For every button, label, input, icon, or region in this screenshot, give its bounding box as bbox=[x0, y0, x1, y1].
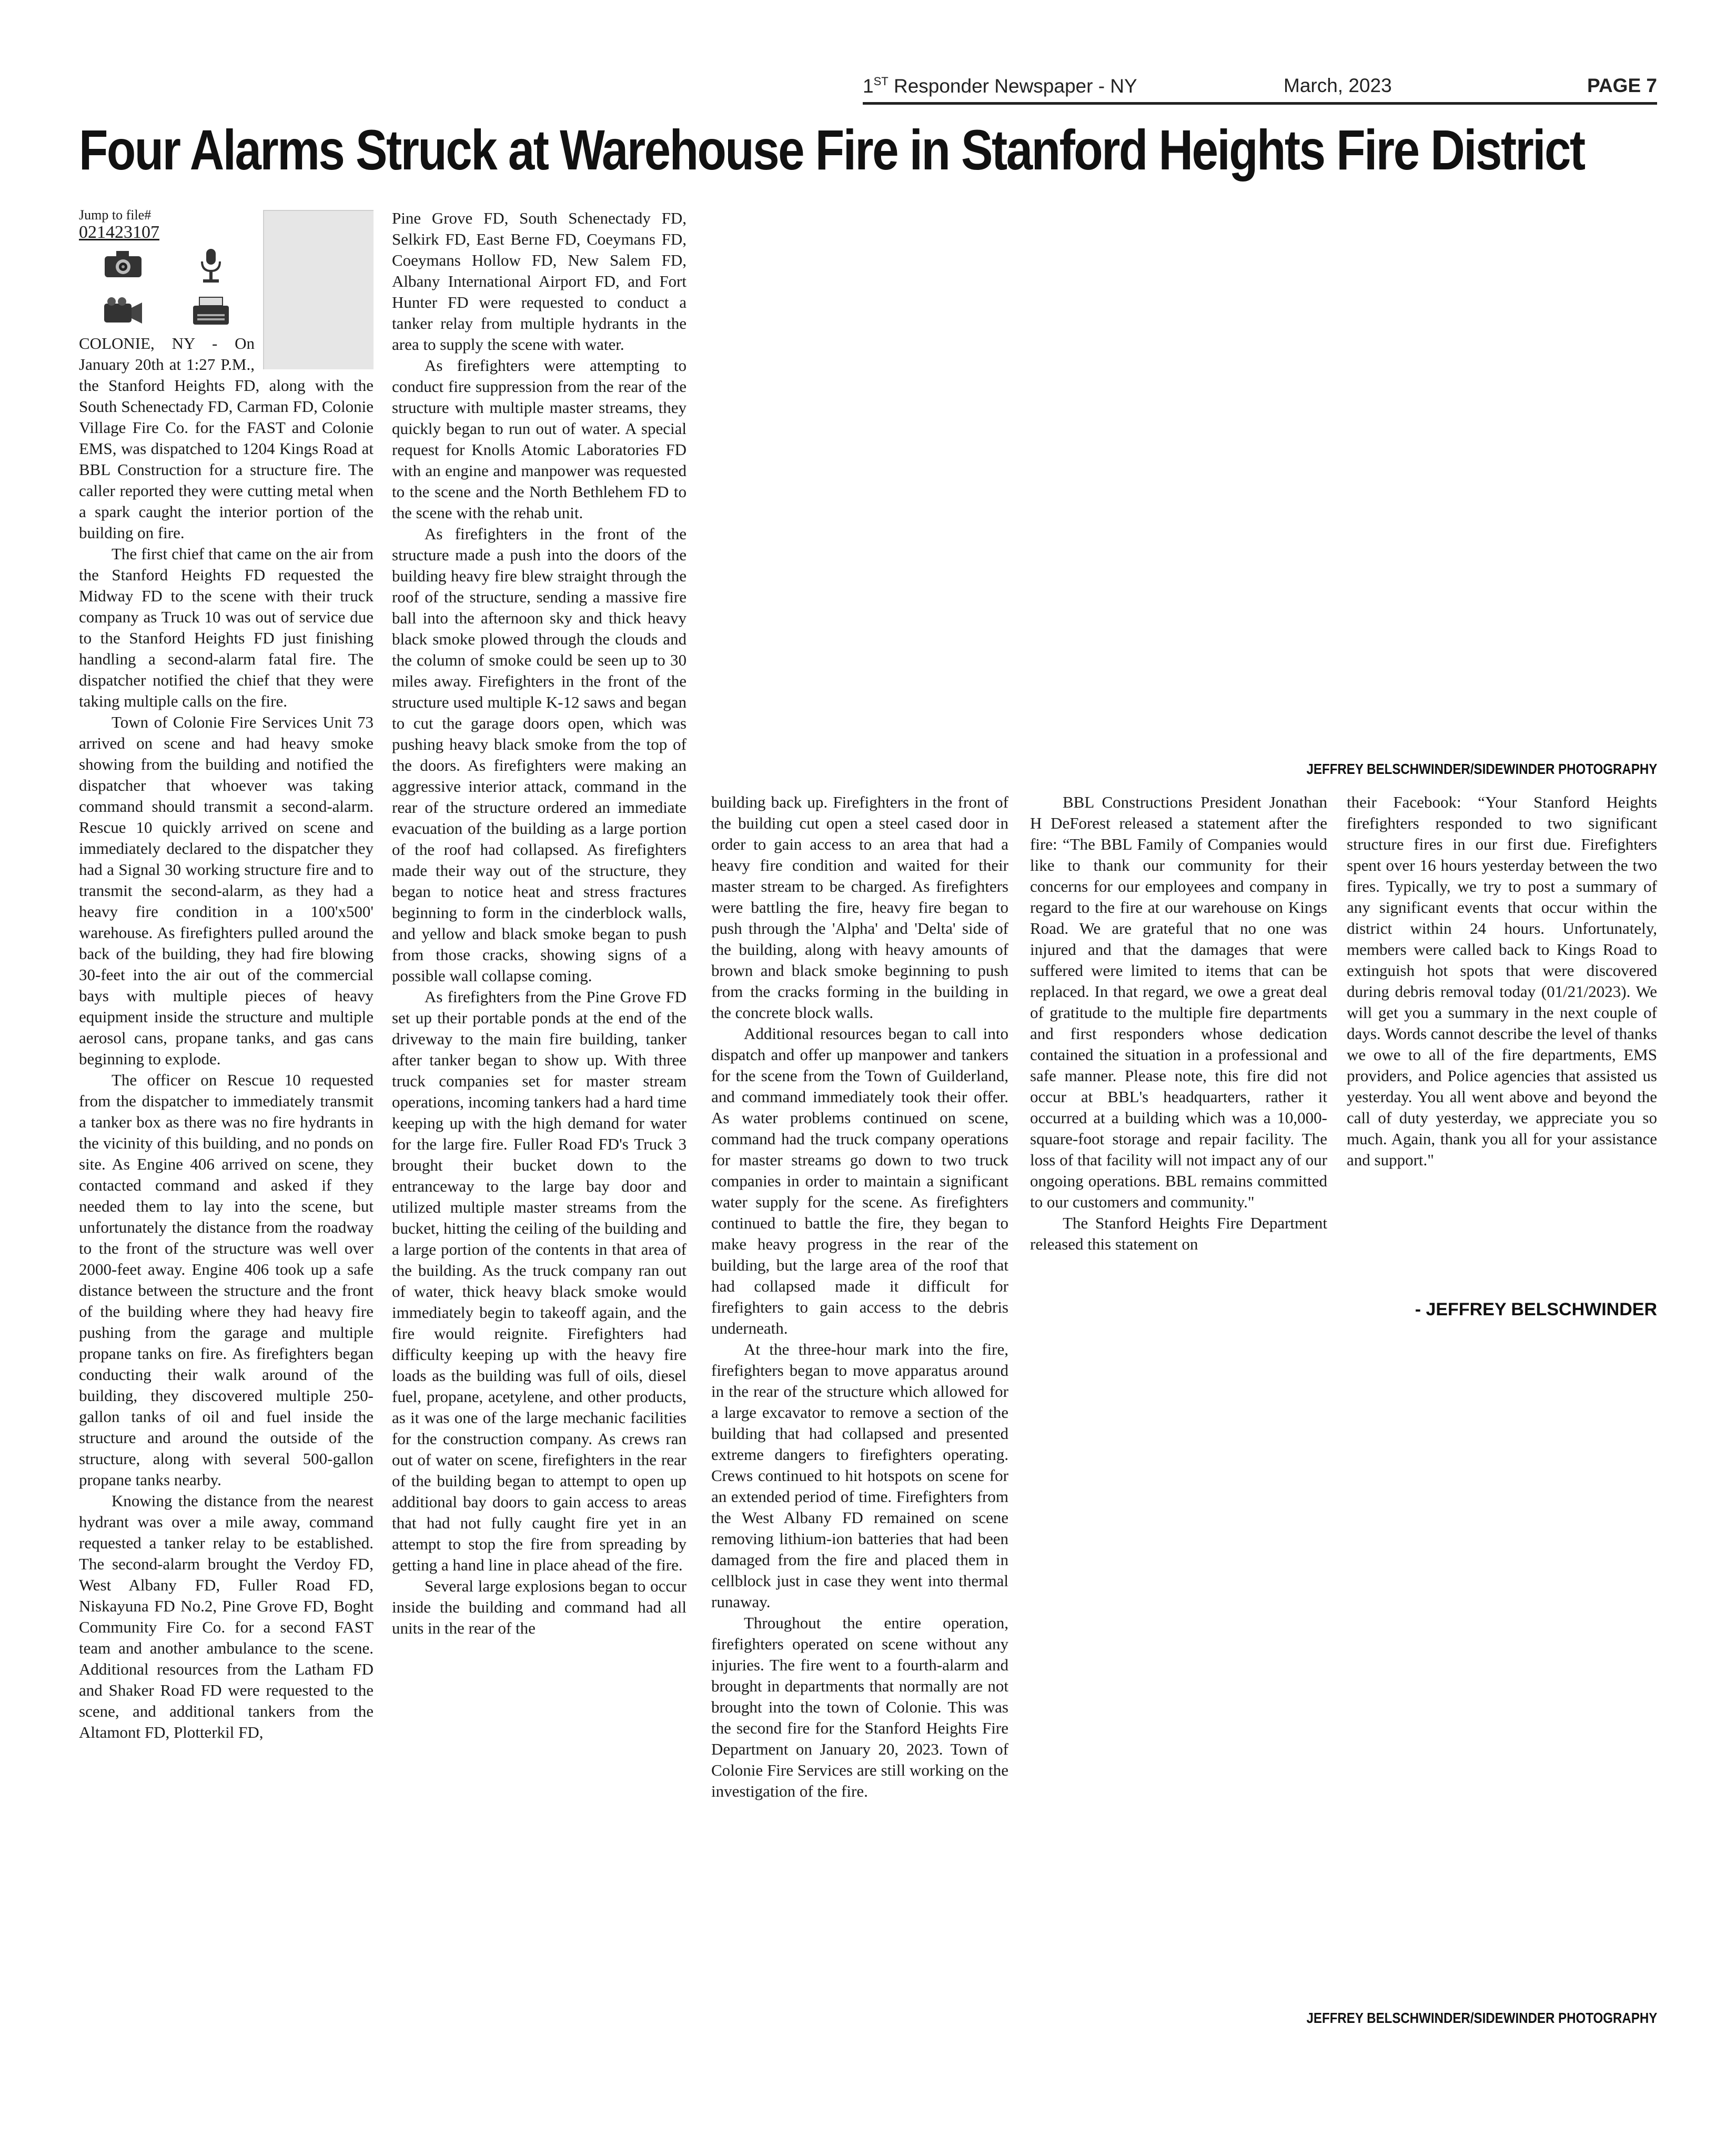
article-column-4 bbox=[1030, 792, 1327, 1371]
typewriter-icon bbox=[190, 296, 232, 333]
jump-to-file-box[interactable] bbox=[263, 210, 374, 369]
paragraph: As firefighters in the front of the structure made a push into the doors of the building heavy fire blew straight through the roof of the structure, sending a massive fire ball into the afternoon sky and thick heavy black smoke plowed through the clouds and the column of smoke could be seen up to 30 miles away. Firefighters in the front of the structure used multiple K-12 saws and began to cut the garage doors open, which was pushing heavy black smoke from the top of the doors. As firefighters were making an aggressive interior attack, command in the rear of the structure ordered an immediate evacuation of the building as a large portion of the roof had collapsed. As firefighters made their way out of the structure, they began to notice heat and stress fractures beginning to form in the cinderblock walls, and yellow and black smoke began to push from those cracks, showing signs of a possible wall collapse coming. bbox=[392, 525, 687, 985]
paragraph: The Stanford Heights Fire Department released this statement on bbox=[1030, 1214, 1327, 1253]
paragraph: Additional resources began to call into dispatch and offer up manpower and tankers for the scene from the Town of Guilderland, and command immediately took their offer. As water problems continued on scene, command had the truck company operations for master streams go down to two truck companies in order to maintain a significant water supply for the scene. As firefighters continued to battle the fire, they began to make heavy progress in the rear of the building, but the large area of the roof that had collapsed made it difficult for firefighters to gain access to the debris underneath. bbox=[711, 1024, 1008, 1337]
paragraph: Pine Grove FD, South Schenectady FD, Selkirk FD, East Berne FD, Coeymans FD, Coeymans Hollow FD, New Salem FD, Albany International Airport FD, and Fort Hunter FD were requested to conduct a tanker relay from multiple hydrants in the area to supply the scene with water. bbox=[392, 209, 687, 354]
paragraph: At the three-hour mark into the fire, firefighters began to move apparatus around in the rear of the structure which allowed for a large excavator to remove a section of the building that had collapsed and presented extreme dangers to firefighters operating. Crews continued to hit hotspots on scene for an extended period of time. Firefighters from the West Albany FD remained on scene removing lithium-ion batteries that had been damaged from the fire and placed them in cellblock just in case they went into thermal runaway. bbox=[711, 1340, 1008, 1611]
header-rule bbox=[863, 102, 1657, 105]
microphone-icon bbox=[198, 248, 224, 290]
photo-credit: JEFFREY BELSCHWINDER/SIDEWINDER PHOTOGRAPHY bbox=[1306, 2010, 1657, 2026]
page-number: PAGE 7 bbox=[1587, 75, 1657, 96]
issue-date: March, 2023 bbox=[1284, 75, 1392, 96]
article-column-3 bbox=[711, 792, 1008, 2018]
camera-icon bbox=[103, 248, 144, 290]
paragraph: Several large explosions began to occur inside the building and command had all units in the rear of the bbox=[392, 1577, 687, 1637]
photo-area bbox=[711, 208, 1657, 758]
jump-file-number: 021423107 bbox=[79, 223, 159, 242]
publication-name: 1ST Responder Newspaper - NY bbox=[863, 75, 1137, 97]
article-column-1: Jump to file# 021423107 COLONIE, NY - On January 20th at 1:27 P.M., the Stanford Heights FD, along with the South Schenectady FD, Carman FD, Colonie Village Fire Co. for the FAST and Colonie EMS, was dispatched to 1204 Kings Road at BBL Construction for a structure fire. The caller reported they were cutting metal when a spark caught the interior portion of the building on fire. The first chief that came on the air from the Stanford Heights FD requested the Midway FD to the scene with their truck company as Truck 10 was out of service due to the Stanford Heights FD just finishing handling a second-alarm fatal fire. The dispatcher notified the chief that they were taking multiple calls on the fire. Town of Colonie Fire Services Unit 73 arrived on scene and had heavy smoke showing from the building and notified the dispatcher that whoever was taking command should transmit a second-alarm. Rescue 10 quickly arrived on scene and immediately declared to the dispatcher they had a Signal 30 working structure fire and to transmit the second-alarm, as they had a heavy fire condition in a 100'x500' warehouse. As firefighters pulled around the back of the building, they had fire blowing 30-feet into the air out of the commercial bays with multiple pieces of heavy equipment inside the structure and multiple aerosol cans, propane tanks, and gas cans beginning to explode. The officer on Rescue 10 requested from the dispatcher to immediately transmit a tanker box as there was no fire hydrants in the vicinity of this building, and no ponds on site. As Engine 406 arrived on scene, they contacted command and asked if they needed them to lay into the scene, but unfortunately the distance from the roadway to the front of the structure was well over 2000-feet away. Engine 406 took up a safe distance between the structure and the front of the building where they had heavy fire pushing from the garage and multiple propane tanks on fire. As firefighters began conducting their walk around of the building, they discovered multiple 250-gallon tanks of oil and fuel inside the structure and around the outside of the structure, along with several 500-gallon propane tanks nearby. Knowing the distance from the nearest hydrant was over a mile away, command requested a tanker relay to be established. The second-alarm brought the Verdoy FD, West Albany FD, Fuller Road FD, Niskayuna FD No.2, Pine Grove FD, Boght Community Fire Co. for a second FAST team and another ambulance to the scene. Additional resources from the Latham FD and Shaker Road FD were requested to the scene, and additional tankers from the Altamont FD, Plotterkil FD, bbox=[79, 208, 374, 2007]
paragraph: As firefighters were attempting to conduct fire suppression from the rear of the structure with multiple master streams, they quickly began to run out of water. A special request for Knolls Atomic Laboratories FD with an engine and manpower was requested to the scene and the North Bethlehem FD to the scene with the rehab unit. bbox=[392, 356, 687, 522]
paragraph: Town of Colonie Fire Services Unit 73 arrived on scene and had heavy smoke showing from the building and notified the dispatcher that whoever was taking command should transmit a second-alarm. Rescue 10 quickly arrived on scene and immediately declared to the dispatcher they had a Signal 30 working structure fire and to transmit the second-alarm, as they had a heavy fire condition in a 100'x500' warehouse. As firefighters pulled around the back of the building, they had fire blowing 30-feet into the air out of the commercial bays with multiple pieces of heavy equipment inside the structure and multiple aerosol cans, propane tanks, and gas cans beginning to explode. bbox=[79, 713, 374, 1068]
paragraph: Knowing the distance from the nearest hydrant was over a mile away, command requested a tanker relay to be established. The second-alarm brought the Verdoy FD, West Albany FD, Fuller Road FD, Niskayuna FD No.2, Pine Grove FD, Boght Community Fire Co. for a second FAST team and another ambulance to the scene. Additional resources from the Latham FD and Shaker Road FD were requested to the scene, and additional tankers from the Altamont FD, Plotterkil FD, bbox=[79, 1492, 374, 1741]
jump-title: Jump to file# bbox=[79, 207, 152, 223]
article-byline: - JEFFREY BELSCHWINDER bbox=[1415, 1299, 1657, 1319]
video-camera-icon bbox=[102, 296, 144, 333]
photo-credit: JEFFREY BELSCHWINDER/SIDEWINDER PHOTOGRAPHY bbox=[1306, 761, 1657, 777]
paragraph: Throughout the entire operation, firefighters operated on scene without any injuries. The fire went to a fourth-alarm and brought in departments that normally are not brought into the town of Colonie. This was the second fire for the Stanford Heights Fire Department on January 20, 2023. Town of Colonie Fire Services are still working on the investigation of the fire. bbox=[711, 1614, 1008, 1800]
paragraph: building back up. Firefighters in the front of the building cut open a steel cased door in order to gain access to an area that had a heavy fire condition and waited for their master stream to be charged. As firefighters were battling the fire, heavy fire began to push through the 'Alpha' and 'Delta' side of the building, along with heavy amounts of brown and black smoke beginning to push from the cracks forming in the building in the concrete block walls. bbox=[711, 793, 1008, 1022]
paragraph: their Facebook: “Your Stanford Heights firefighters responded to two significant structure fires in our first due. Firefighters spent over 16 hours yesterday between the two fires. Typically, we try to post a summary of any significant events that occur within the district within 24 hours. Unfortunately, members were called back to Kings Road to extinguish hot spots that were discovered during debris removal today (01/21/2023). We will get you a summary in the next couple of days. Words cannot describe the level of thanks we owe to all of the fire departments, EMS providers, and Police agencies that assisted us yesterday. You all went above and beyond the call of duty yesterday, we appreciate you so much. Again, thank you all for your assistance and support." bbox=[1347, 793, 1657, 1169]
paragraph: The first chief that came on the air from the Stanford Heights FD requested the Midway FD to the scene with their truck company as Truck 10 was out of service due to the Stanford Heights FD just finishing handling a second-alarm fatal fire. The dispatcher notified the chief that they were taking multiple calls on the fire. bbox=[79, 545, 374, 710]
article-column-5 bbox=[1347, 792, 1657, 1371]
article-column-2 bbox=[392, 208, 687, 2007]
paragraph: The officer on Rescue 10 requested from the dispatcher to immediately transmit a tanker box as there was no fire hydrants in the vicinity of this building, and no ponds on site. As Engine 406 arrived on scene, they contacted command and asked if they needed them to lay into the scene, but unfortunately the distance from the roadway to the front of the structure was well over 2000-feet away. Engine 406 took up a safe distance between the structure and the front of the building where they had heavy fire pushing from the garage and multiple propane tanks on fire. As firefighters began conducting their walk around of the building, they discovered multiple 250-gallon tanks of oil and fuel inside the structure and around the outside of the structure, along with several 500-gallon propane tanks nearby. bbox=[79, 1071, 374, 1489]
paragraph: As firefighters from the Pine Grove FD set up their portable ponds at the end of the driveway to the main fire building, tanker after tanker began to show up. With three truck companies set for master stream operations, incoming tankers had a hard time keeping up with the high demand for water for the large fire. Fuller Road FD's Truck 3 brought their bucket down to the entranceway to the large bay door and utilized multiple master streams from the bucket, hitting the ceiling of the building and a large portion of the contents in that area of the building. As the truck company ran out of water, thick heavy black smoke would immediately begin to takeoff again, and the fire would reignite. Firefighters had difficulty keeping up with the heavy fire loads as the building was full of oils, diesel fuel, propane, acetylene, and other products, as it was one of the large mechanic facilities for the construction company. As crews ran out of water on scene, firefighters in the rear of the building began to attempt to open up additional bay doors to gain access to areas that had not fully caught fire yet in an attempt to stop the fire from spreading by getting a hand line in place ahead of the fire. bbox=[392, 988, 687, 1574]
paragraph: BBL Constructions President Jonathan H DeForest released a statement after the fire: “The BBL Family of Companies would like to thank our community for their concerns for our employees and company in regard to the fire at our warehouse on Kings Road. We are grateful that no one was injured and that the damages that were suffered were limited to items that can be replaced. In that regard, we owe a great deal of gratitude to the multiple fire departments and first responders whose dedication contained the situation in a professional and safe manner. Please note, this fire did not occur at BBL's headquarters, rather it occurred at a building which was a 10,000-square-foot storage and repair facility. The loss of that facility will not impact any of our ongoing operations. BBL remains committed to our customers and community." bbox=[1030, 793, 1327, 1211]
article-headline: Four Alarms Struck at Warehouse Fire in Stanford Heights Fire District bbox=[79, 118, 1584, 182]
